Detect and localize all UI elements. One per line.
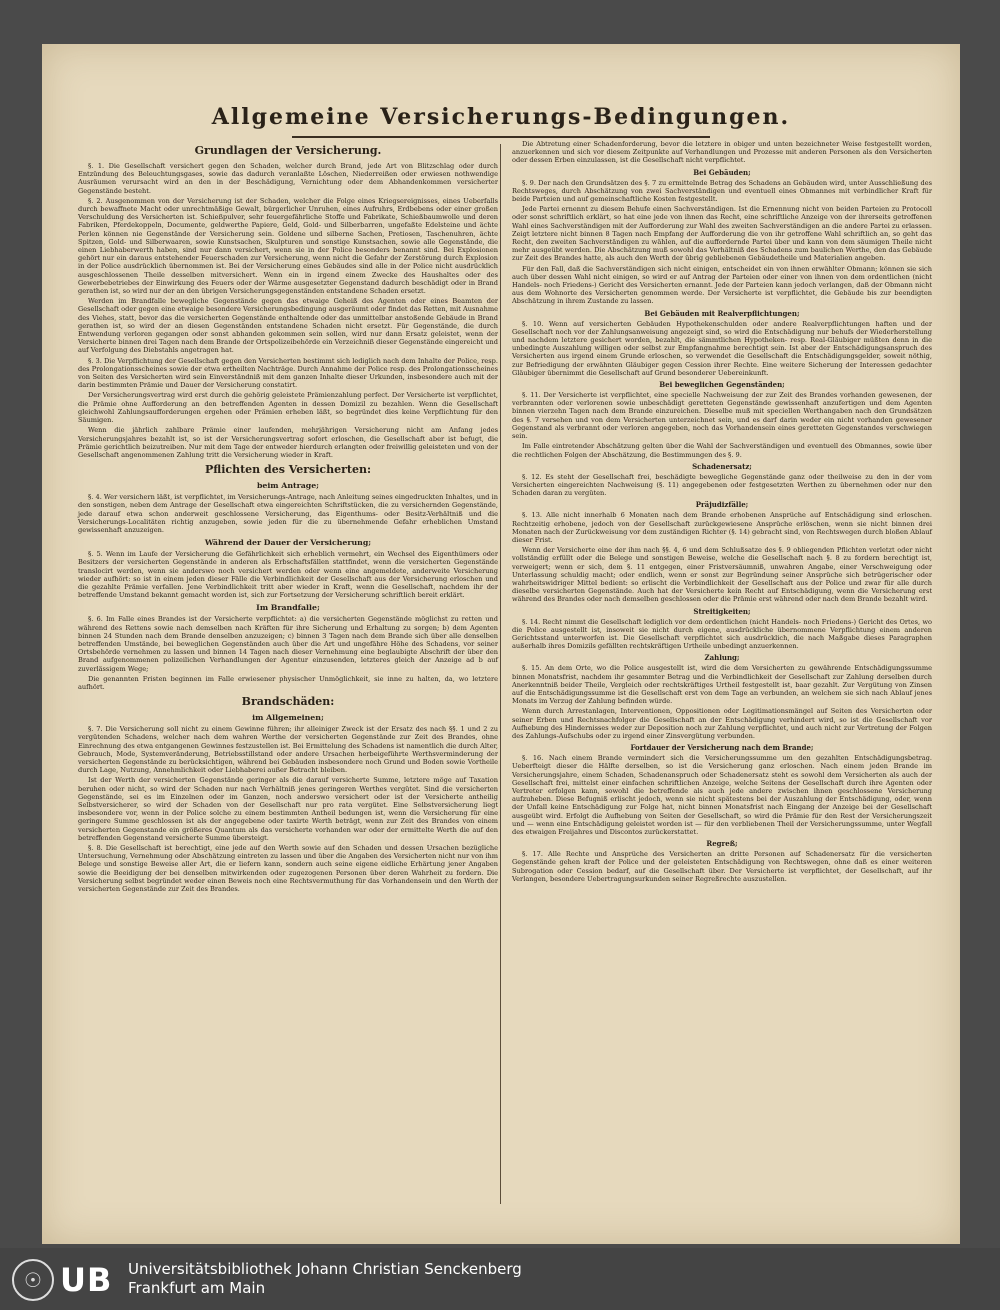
paragraph: Die genannten Fristen beginnen im Falle erwiesener physischer Unmöglichkeit, sie inne zu halten, da, wo letztere aufhört. — [78, 674, 498, 691]
paragraph: Ist der Werth der versicherten Gegenstände geringer als die darauf versicherte Summe, letztere möge auf Taxation beruhen oder nicht, so wird der Schaden nur nach Verhältniß jenes geringeren Werthes vergütet. Sind die versicherten Gegenstände, sei es im Einzelnen oder im Ganzen, noch anderswo versichert oder ist der Versicherte antheilig Selbstversicherer, so wird der Schaden von der Gesellschaft nur pro rata vergütet. Eine Selbstversicherung liegt insbesondere vor, wenn in der Police solche zu einem bestimmten Antheil bedungen ist, wenn die Versicherung für eine geringere Summe geschlossen ist als der angegebene oder taxirte Werth beträgt, wenn zur Zeit des Brandes von einem versicherten Gegenstande ein größeres Quantum als das versicherte vorhanden war oder der ermittelte Werth die auf den betreffenden Gegenstand versicherte Summe übersteigt. — [78, 776, 498, 842]
section-heading: Während der Dauer der Versicherung; — [204, 538, 372, 548]
seal-icon: ☉ — [12, 1259, 54, 1301]
paragraph: §. 14. Recht nimmt die Gesellschaft lediglich vor dem ordentlichen (nicht Handels- noch Friedens-) Gericht des Ortes, wo die Police ausgestellt ist, insoweit sie nicht durch eigene, ausdrückliche übernommene Verpflichtung einem anderen Gerichtsstand unterworfen ist. Die Gesellschaft verpflichtet sich ausdrücklich, die nach Maßgabe dieses Paragraphen außerhalb ihres Domizils gefällten rechtskräftigen Urtheile unbedingt anzuerkennen. — [512, 617, 932, 651]
section-heading: Pflichten des Versicherten: — [204, 463, 372, 477]
paragraph: §. 15. An dem Orte, wo die Police ausgestellt ist, wird die dem Versicherten zu gewährende Entschädigungssumme binnen Monatsfrist, nachdem ihr gesammter Betrag und die Verbindlichkeit der Gesellschaft zur Zahlung derselben durch Anerkenntniß beider Theile, Vergleich oder rechtskräftiges Urtheil festgestellt ist, baar gezahlt. Zur Vergütung von Zinsen auf die Entschädigungssumme ist die Gesellschaft erst von dem Tage an verbunden, an welchem sie sich nach Ablauf jenes Monats im Verzug der Zahlung befinden würde. — [512, 664, 932, 706]
section-heading: Bei beweglichen Gegenständen; — [659, 380, 785, 390]
document-title: Allgemeine Versicherungs-Bedingungen. — [211, 104, 791, 130]
paragraph: Wenn die jährlich zahlbare Prämie einer laufenden, mehrjährigen Versicherung nicht am Anfang jedes Versicherungsjahres bezahlt ist, so ist der Versicherungsvertrag sofort erloschen, die Gesellschaft aber ist befugt, die Prämie gerichtlich beizutreiben. Nur mit dem Tage der entweder hierdurch erlangten oder freiwillig geleisteten und von der Gesellschaft angenommenen Zahlung tritt die Versicherung wieder in Kraft. — [78, 426, 498, 459]
paragraph: §. 7. Die Versicherung soll nicht zu einem Gewinne führen; ihr alleiniger Zweck ist der Ersatz des nach §§. 1 und 2 zu vergütenden Schadens, welcher nach dem wahren Werthe der versicherten Gegenstände zur Zeit des Brandes, ohne Einrechnung des etwa entgangenen Gewinnes festzustellen ist. Bei Ermittelung des Schadens ist namentlich die durch Alter, Gebrauch, Mode, Systemveränderung, Betriebsstillstand oder andere Ursachen herbeigeführte Werthsverminderung der versicherten Gegenstände zu berücksichtigen, während bei Gebäuden insbesondere noch Grund und Boden sowie Vortheile durch Lage, Nutzung, Annehmlichkeit oder Liebhaberei außer Betracht bleiben. — [78, 725, 498, 775]
paragraph: Werden im Brandfalle bewegliche Gegenstände gegen das etwaige Geheiß des Agenten oder eines Beamten der Gesellschaft oder gegen eine etwaige besondere Versicherungsbedingung ausgeräumt oder findet das Retten, mit Ausnahme des Viehes, statt, bevor das die versicherten Gegenstände enthaltende oder das unmittelbar anstoßende Gebäude in Brand gerathen ist, so wird der an diesen Gegenständen entstandene Schaden nicht ersetzt. Für Gegenstände, die durch Entwendung verloren gegangen oder sonst abhanden gekommen sein sollen, wird nur dann Ersatz geleistet, wenn der Versicherte binnen drei Tagen nach dem Brande der Ortspolizeibehörde ein Verzeichniß dieser Gegenstände eingereicht und auf Verfolgung des Diebstahls angetragen hat. — [78, 297, 498, 355]
paragraph: §. 13. Alle nicht innerhalb 6 Monaten nach dem Brande erhobenen Ansprüche auf Entschädigung sind erloschen. Rechtzeitig erhobene, jedoch von der Gesellschaft zurückgewiesene Ansprüche erlöschen, wenn sie nicht binnen drei Monaten nach der Zurückweisung vor dem zuständigen Richter (§. 14) gebracht sind, von Rechtswegen durch bloßen Ablauf dieser Frist. — [512, 511, 932, 544]
paragraph: Wenn der Versicherte eine der ihm nach §§. 4, 6 und dem Schlußsatze des §. 9 obliegenden Pflichten verletzt oder nicht vollständig erfüllt oder die Belege und sonstigen Beweise, welche die Gesellschaft nach §. 8 zu fordern berechtigt ist, verweigert; wenn er sich, dem §. 11 entgegen, einer Fristversäumniß, unwahren Angabe, einer Verschweigung oder Unterlassung schuldig macht; oder endlich, wenn er sonst zur Begründung seiner Ansprüche sich betrügerischer oder wahrheitswidriger Mittel bedient: so erlischt die Verbindlichkeit der Gesellschaft aus der Police und zwar für alle durch dieselbe versicherten Gegenstände. Auch hat der Versicherte kein Recht auf Entschädigung, wenn die Versicherung erst während des Brandes oder nach demselben geschlossen oder die Prämie erst während oder nach dem Brande bezahlt wird. — [512, 546, 932, 604]
title-rule — [292, 136, 710, 138]
paragraph: §. 1. Die Gesellschaft versichert gegen den Schaden, welcher durch Brand, jede Art von Blitzschlag oder durch Entzündung des Beleuchtungsgases, sowie das dadurch veranlaßte Löschen, Niederreißen oder erwiesen nothwendige Ausräumen verursacht wird an den in der Beschädigung, Vernichtung oder dem Abhandenkommen versicherter Gegenstände besteht. — [78, 162, 498, 195]
paragraph: §. 3. Die Verpflichtung der Gesellschaft gegen den Versicherten bestimmt sich lediglich nach dem Inhalte der Police, resp. des Prolongationsscheines sowie der etwa ertheilten Nachträge. Durch Annahme der Police resp. des Prolongationsscheines von Seiten des Versicherten wird sein Einverständniß mit dem ganzen Inhalte dieser Urkunden, insbesondere auch mit der darin bestimmten Prämie und Dauer der Versicherung constatirt. — [78, 356, 498, 390]
library-name-line2: Frankfurt am Main — [128, 1279, 266, 1297]
logo-text: UB — [60, 1261, 113, 1299]
column-divider — [500, 144, 501, 1204]
paragraph: Die Abtretung einer Schadenforderung, bevor die letztere in obiger und unten bezeichneter Weise festgestellt worden, anzuerkennen und sich vor diesem Zeitpunkte auf Verhandlungen und Prozesse mit anderen Personen als den Versicherten oder dessen Erben einzulassen, ist die Gesellschaft nicht verpflichtet. — [512, 140, 932, 165]
paragraph: §. 2. Ausgenommen von der Versicherung ist der Schaden, welcher die Folge eines Kriegsereignisses, eines Ueberfalls durch bewaffnete Macht oder unrechtmäßige Gewalt, bürgerlicher Unruhen, eines Aufruhrs, Erdbebens oder einer großen Verschuldung des Versicherten ist. Schießpulver, sehr feuergefährliche Stoffe und Fabrikate, Schießbaumwolle und deren Fabriken, Pferdekoppeln, Documente, geldwerthe Papiere, Geld, Gold- und Silberbarren, ungefaßte Edelsteine und ächte Perlen können nie Gegenstände der Versicherung sein. Goldene und silberne Sachen, Pretiosen, Taschenuhren, ächte Spitzen, Gold- und Silberwaaren, sowie Kunstsachen, Skulpturen und sonstige Kunstsachen, sowie alle Gegenstände, die einen Liebhaberwerth haben, sind nur dann versichert, wenn sie in der Police besonders benannt sind. Bei Explosionen gehört nur ein daraus entstehender Feuerschaden zur Versicherung, wenn nicht die Gefahr der Zerstörung durch Explosion in der Police ausdrücklich übernommen ist. Bei der Versicherung eines Gebäudes sind alle in der Police nicht ausdrücklich ausgeschlossenen Theile desselben mitversichert. Wenn ein in irgend einem Zwecke des Haushaltes oder des Gewerbebetriebes der Einwirkung des Feuers oder der Wärme ausgesetzter Gegenstand dadurch beschädigt oder in Brand gerathen ist, so wird nur der an den übrigen Versicherungsgegenständen entstandene Schaden ersetzt. — [78, 196, 498, 296]
paragraph: Der Versicherungsvertrag wird erst durch die gehörig geleistete Prämienzahlung perfect. Der Versicherte ist verpflichtet, die Prämie ohne Aufforderung an den betreffenden Agenten in dessen Domizil zu bezahlen. Wenn die Gesellschaft gleichwohl Zahlungsaufforderungen ergehen oder Prämien erheben läßt, so begründet dies keine Verpflichtung für den Säumigen. — [78, 391, 498, 425]
section-heading: Bei Gebäuden; — [693, 167, 751, 177]
section-heading: Im Brandfalle; — [256, 603, 320, 613]
section-heading: Grundlagen der Versicherung. — [194, 144, 382, 157]
document-page — [42, 44, 960, 1244]
paragraph: Jede Partei ernennt zu diesem Behufe einen Sachverständigen. Ist die Ernennung nicht von beiden Parteien zu Protocoll oder sonst schriftlich erklärt, so hat eine jede von ihnen das Recht, eine schriftliche Anzeige von der ihrerseits getroffenen Wahl eines Sachverständigen mit der Aufforderung zur Wahl des zweiten Sachverständigen an die andere Partei zu erlassen. Zeigt letztere nicht binnen 8 Tagen nach Empfang der Aufforderung die von ihr getroffene Wahl schriftlich an, so geht das Recht, den zweiten Sachverständigen zu wählen, auf die auffordernde Partei über und kann von dem säumigen Theile nicht mehr ausgeübt werden. Die Abschätzung muß sowohl das Verhältniß des Schadens zum baulichen Werthe, den das Gebäude zur Zeit des Brandes hatte, als auch den Werth der übrig gebliebenen Gebäudetheile und Materialien angeben. — [512, 205, 932, 263]
section-heading: Streitigkeiten; — [693, 606, 751, 616]
right-column — [512, 140, 932, 883]
paragraph: §. 4. Wer versichern läßt, ist verpflichtet, im Versicherungs-Antrage, nach Anleitung seines eingedruckten Inhaltes, und in den sonstigen, neben dem Antrage der Gesellschaft etwa eingereichten Schriftstücken, die zu versichernden Gegenstände, jede darauf etwa schon anderweit geschlossene Versicherung, das Eigenthums- oder Besitz-Verhältniß und die Versicherungs-Localitäten richtig anzugeben, sowie jeden für die zu übernehmende Gefahr erheblichen Umstand gewissenhaft anzuzeigen. — [78, 493, 498, 534]
paragraph: §. 9. Der nach den Grundsätzen des §. 7 zu ermittelnde Betrag des Schadens an Gebäuden wird, unter Ausschließung des Rechtsweges, durch Abschätzung von zwei Sachverständigen und eventuell eines Obmannes mit verbindlicher Kraft für beide Parteien und auf gemeinschaftliche Kosten festgestellt. — [512, 178, 932, 204]
paragraph: §. 12. Es steht der Gesellschaft frei, beschädigte bewegliche Gegenstände ganz oder theilweise zu den in der vom Versicherten eingereichten Nachweisung (§. 11) angegebenen oder festgesetzten Werthen zu übernehmen oder nur den Schaden daran zu vergüten. — [512, 472, 932, 498]
section-heading: Regreß; — [706, 839, 738, 849]
paragraph: §. 8. Die Gesellschaft ist berechtigt, eine jede auf den Werth sowie auf den Schaden und dessen Ursachen bezügliche Untersuchung, Vernehmung oder Abschätzung eintreten zu lassen und über die Angaben des Versicherten nicht nur von ihm Belege und sonstige Beweise aller Art, die er liefern kann, sondern auch seine eigene eidliche Erhärtung jener Angaben sowie die Beeidigung der bei denselben mitwirkenden oder zugezogenen Personen über deren Wahrheit zu fordern. Die Versicherung selbst begründet weder einen Beweis noch eine Rechtsvermuthung für das Vorhandensein und den Werth der versicherten Gegenstände zur Zeit des Brandes. — [78, 844, 498, 894]
paragraph: §. 17. Alle Rechte und Ansprüche des Versicherten an dritte Personen auf Schadenersatz für die versicherten Gegenstände gehen kraft der Police und der geleisteten Entschädigung von Rechtswegen, ohne daß es einer weiteren Subrogation oder Cession bedarf, auf die Gesellschaft über. Der Versicherte ist verpflichtet, der Gesellschaft, auf ihr Verlangen, besondere Uebertragungsurkunden seiner Regreßrechte auszustellen. — [512, 850, 932, 883]
paragraph: Im Falle eintretender Abschätzung gelten über die Wahl der Sachverständigen und eventuell des Obmannes, sowie über die rechtlichen Folgen der Abschätzung, die Bestimmungen des §. 9. — [512, 442, 932, 459]
paragraph: Wenn durch Arrestanlagen, Interventionen, Oppositionen oder Legitimationsmängel auf Seiten des Versicherten oder seiner Erben und Rechtsnachfolger die Gesellschaft an der Entschädigung verhindert wird, so ist die Gesellschaft vor Aufhebung des Hindernisses weder zur Deposition noch zur Zahlung verpflichtet, und auch nicht zur Vertretung der Folgen des Zahlungs-Aufschubs oder zu irgend einer Zinsvergütung verbunden. — [512, 707, 932, 740]
paragraph: §. 16. Nach einem Brande vermindert sich die Versicherungssumme um den gezahlten Entschädigungsbetrag. Ueberfteigt dieser die Hälfte derselben, so ist die Versicherung ganz erloschen. Nach einem jeden Brande im Versicherungsjahre, einem Schaden, Schadenanspruch oder Schadenersatz steht es sowohl dem Versicherten als auch der Gesellschaft frei, mittelst einer einfachen schriftlichen Anzeige, welche Seitens der Gesellschaft durch ihre Agenten oder Vertreter erfolgen kann, sowohl die betreffende als auch jede andere zwischen ihnen geschlossene Versicherung aufzuheben. Diese Befugniß erlischt jedoch, wenn sie nicht spätestens bei der Auszahlung der Entschädigung, oder, wenn der Unfall keine Entschädigung zur Folge hat, nicht binnen Monatsfrist nach Eingang der Anzeige bei der Gesellschaft ausgeübt wird. Erfolgt die Aufhebung von Seiten der Gesellschaft, so wird die Prämie für den Rest der Versicherungszeit und — wenn eine Entschädigung geleistet worden ist — für den verbliebenen Theil der Versicherungssumme, unter Wegfall des etwaigen Freijahres und Discontos zurückerstattet. — [512, 754, 932, 837]
library-name-line1: Universitätsbibliothek Johann Christian Senckenberg — [128, 1260, 522, 1278]
paragraph: §. 11. Der Versicherte ist verpflichtet, eine specielle Nachweisung der zur Zeit des Brandes vorhanden gewesenen, der verbrannten oder verlorenen sowie unbeschädigt geretteten Gegenstände gewissenhaft anzufertigen und dem Agenten binnen vierzehn Tagen nach dem Brande einzureichen. Dieselbe muß mit speciellen Werthangaben nach den Grundsätzen des §. 7 versehen und von dem Versicherten unterzeichnet sein, und es darf darin weder ein nicht vorhanden gewesener Gegenstand als verbrannt oder verloren angegeben, noch das Vorhandensein eines geretteten Gegenstandes verschwiegen sein. — [512, 391, 932, 441]
section-heading: Zahlung; — [704, 653, 740, 663]
left-column — [78, 140, 498, 1202]
library-footer — [0, 1248, 1000, 1310]
library-name — [128, 1260, 522, 1298]
section-heading: im Allgemeinen; — [252, 713, 324, 723]
paragraph: §. 10. Wenn auf versicherten Gebäuden Hypothekenschulden oder andere Realverpflichtungen haften und der Gesellschaft noch vor der Zahlungsanweisung angezeigt sind, so wird die Entschädigung nur behufs der Wiederherstellung und nachdem letztere gesichert worden, bezahlt, die sämmtlichen Hypotheken- resp. Real-Gläubiger müßten denn in die unbedingte Auszahlung willigen oder selbst zur Empfangnahme berechtigt sein. Ist aber der Entschädigungsanspruch des Versicherten aus irgend einem Grunde erloschen, so verwendet die Gesellschaft die Entschädigungsgelder, soweit nöthig, zur Befriedigung der erwähnten Gläubiger gegen Cession ihrer Rechte. Eine weitere Sicherung der Interessen gedachter Gläubiger übernimmt die Gesellschaft auf Grund besonderer Uebereinkunft. — [512, 319, 932, 377]
paragraph: Für den Fall, daß die Sachverständigen sich nicht einigen, entscheidet ein von ihnen erwählter Obmann; können sie sich auch über dessen Wahl nicht einigen, so wird er auf Antrag der Parteien oder einer von ihnen von dem ordentlichen (nicht Handels- noch Friedens-) Gericht des Versicherten ernannt. Jede der Parteien kann jedoch verlangen, daß der Obmann nicht aus dem Wohnorte des Versicherten genommen werde. Der Versicherte ist verpflichtet, die Gebäude bis zur beendigten Abschätzung in ihrem Zustande zu lassen. — [512, 264, 932, 306]
section-heading: Brandschäden: — [241, 695, 335, 709]
section-heading: beim Antrage; — [256, 481, 320, 491]
section-heading: Schadenersatz; — [692, 461, 752, 471]
section-heading: Präjudizfälle; — [695, 500, 749, 510]
paragraph: §. 6. Im Falle eines Brandes ist der Versicherte verpflichtet: a) die versicherten Gegenstände möglichst zu retten und während des Rettens sowie nach demselben nach Kräften für ihre Sicherung und Erhaltung zu sorgen; b) dem Agenten binnen 24 Stunden nach dem Brande denselben anzuzeigen; c) binnen 3 Tagen nach dem Brande sich über alle denselben betreffenden Umstände, bei beweglichen Gegenständen auch über die Art und ungefähre Höhe des Schadens, vor seiner Ortsbehörde vernehmen zu lassen und binnen 14 Tagen nach dieser Vernehmung eine beglaubigte Abschrift der über den Brand aufgenommenen polizeilichen Verhandlungen der Agentur einzusenden, letzteres gleich der Anzeige ad b auf zuverlässigem Wege; — [78, 615, 498, 673]
library-logo[interactable] — [12, 1260, 122, 1300]
section-heading: Bei Gebäuden mit Realverpflichtungen; — [644, 308, 800, 318]
section-heading: Fortdauer der Versicherung nach dem Brande; — [630, 743, 814, 753]
paragraph: §. 5. Wenn im Laufe der Versicherung die Gefährlichkeit sich erheblich vermehrt, ein Wechsel des Eigenthümers oder Besitzers der versicherten Gegenstände in anderen als Erbschaftsfällen stattfindet, wenn die versicherten Gegenstände translocirt werden, wenn sie anderswo noch versichert werden oder wenn eine angemeldete, anderweite Versicherung wieder aufhört: so ist in einem jeden dieser Fälle die Verbindlichkeit der Gesellschaft aus der Versicherung erloschen und die gezahlte Prämie verfallen. Jene Verbindlichkeit tritt aber wieder in Kraft, wenn die Gesellschaft, nachdem ihr der betreffende Umstand bekannt gemacht worden ist, sich zur Fortsetzung der Versicherung schriftlich bereit erklärt. — [78, 550, 498, 600]
